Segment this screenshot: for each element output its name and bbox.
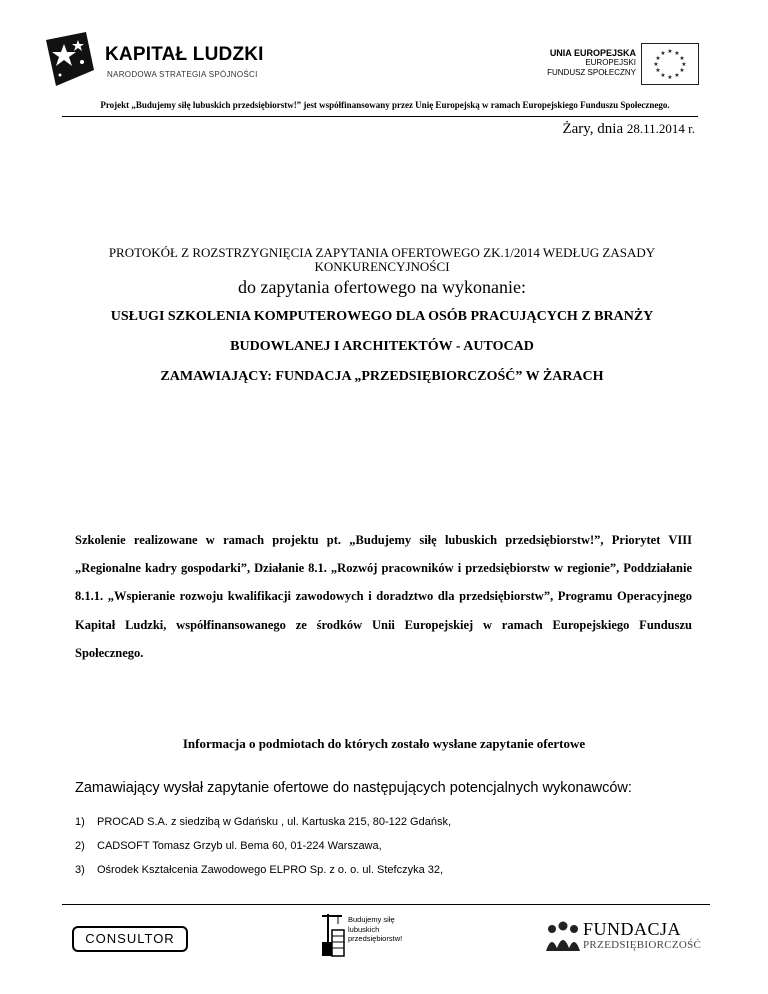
svg-text:★: ★ bbox=[679, 67, 685, 74]
fundacja-people-icon bbox=[543, 921, 581, 955]
fundacja-subtitle: PRZEDSIĘBIORCZOŚĆ bbox=[583, 939, 702, 951]
eu-logo-text bbox=[547, 48, 636, 78]
info-heading: Informacja o podmiotach do których zostało wysłane zapytanie ofertowe bbox=[182, 736, 586, 751]
list-item bbox=[75, 863, 451, 887]
svg-text:★: ★ bbox=[674, 50, 680, 57]
service-title: USŁUGI SZKOLENIA KOMPUTEROWEGO DLA OSÓB PRACUJĄCYCH Z BRANŻY BUDOWLANEJ I ARCHITEKTÓW - AUTOCAD bbox=[110, 309, 654, 354]
list-number: 1) bbox=[75, 816, 85, 828]
svg-text:★: ★ bbox=[660, 50, 666, 57]
intro-text: Zamawiający wysłał zapytanie ofertowe do następujących potencjalnych wykonawców: bbox=[75, 780, 632, 796]
fundacja-name: FUNDACJA bbox=[583, 919, 682, 939]
svg-text:★: ★ bbox=[679, 55, 685, 62]
svg-text:★: ★ bbox=[667, 74, 673, 81]
svg-text:★: ★ bbox=[667, 48, 673, 55]
document-date bbox=[562, 121, 695, 138]
list-number: 2) bbox=[75, 840, 85, 852]
svg-text:★: ★ bbox=[674, 72, 680, 79]
svg-text:★: ★ bbox=[655, 55, 661, 62]
svg-text:★: ★ bbox=[655, 67, 661, 74]
footer-divider bbox=[62, 904, 710, 905]
svg-text:★: ★ bbox=[660, 72, 666, 79]
consultor-logo: CONSULTOR bbox=[72, 926, 188, 952]
header-divider bbox=[62, 116, 698, 117]
kapital-ludzki-name: KAPITAŁ LUDZKI bbox=[105, 44, 264, 65]
svg-text:★: ★ bbox=[653, 61, 659, 68]
contractor-text: PROCAD S.A. z siedzibą w Gdańsku , ul. Kartuska 215, 80-122 Gdańsk, bbox=[97, 816, 452, 828]
bsl-line-1: Budujemy siłę bbox=[348, 915, 395, 924]
eu-line-1: EUROPEJSKI bbox=[585, 58, 636, 67]
list-item bbox=[75, 839, 451, 863]
bsl-line-3: przedsiębiorstw! bbox=[348, 934, 403, 943]
bsl-line-2: lubuskich bbox=[348, 924, 380, 934]
kapital-ludzki-emblem-icon bbox=[42, 30, 98, 88]
eu-line-2: FUNDUSZ SPOŁECZNY bbox=[547, 68, 636, 77]
building-crane-icon bbox=[318, 912, 348, 958]
contractor-text: CADSOFT Tomasz Grzyb ul. Bema 60, 01-224 Warszawa, bbox=[97, 840, 382, 852]
svg-text:★: ★ bbox=[681, 61, 687, 68]
protocol-title: PROTOKÓŁ Z ROZSTRZYGNIĘCIA ZAPYTANIA OFERTOWEGO ZK.1/2014 WEDŁUG ZASADY KONKURENCYJNOŚCI bbox=[108, 245, 656, 274]
kapital-ludzki-subtitle: NARODOWA STRATEGIA SPÓJNOŚCI bbox=[107, 70, 258, 79]
eu-title: UNIA EUROPEJSKA bbox=[549, 48, 636, 58]
eu-flag-icon bbox=[641, 43, 699, 85]
list-item bbox=[75, 815, 451, 839]
ordering-party: ZAMAWIAJĄCY: FUNDACJA „PRZEDSIĘBIORCZOŚĆ” W ŻARACH bbox=[160, 369, 604, 384]
project-description: Szkolenie realizowane w ramach projektu pt. „Budujemy siłę lubuskich przedsiębiorstw!”, Priorytet VIII „Regionalne kadry gospodarki”, Działanie 8.1. „Rozwój pracowników i przedsiębiorstw w regionie”, Poddziałanie 8.1.1. „Wspieranie rozwoju kwalifikacji zawodowych i doradztwo dla przedsiębiorstw”, Programu Operacyjnego Kapitał Ludzki, współfinansowanego ze środków Unii Europejskiej w ramach Europejskiego Funduszu Społecznego. bbox=[75, 533, 692, 660]
contractor-text: Ośrodek Kształcenia Zawodowego ELPRO Sp. z o. o. ul. Stefczyka 32, bbox=[97, 864, 444, 876]
contractor-list bbox=[75, 815, 451, 887]
project-cofinancing-line: Projekt „Budujemy siłę lubuskich przedsiębiorstw!” jest współfinansowany przez Unię Europejską w ramach Europejskiego Funduszu Społecznego. bbox=[100, 100, 670, 110]
budujemy-sile-logo bbox=[318, 912, 448, 958]
date-prefix: Żary, dnia bbox=[562, 121, 627, 137]
list-number: 3) bbox=[75, 864, 85, 876]
budujemy-sile-text bbox=[348, 915, 402, 944]
kapital-ludzki-logo bbox=[42, 30, 272, 90]
title-block bbox=[62, 246, 702, 392]
protocol-subtitle: do zapytania ofertowego na wykonanie: bbox=[238, 277, 526, 297]
fundacja-logo bbox=[543, 917, 713, 957]
date-value: 28.11.2014 r. bbox=[626, 121, 695, 136]
